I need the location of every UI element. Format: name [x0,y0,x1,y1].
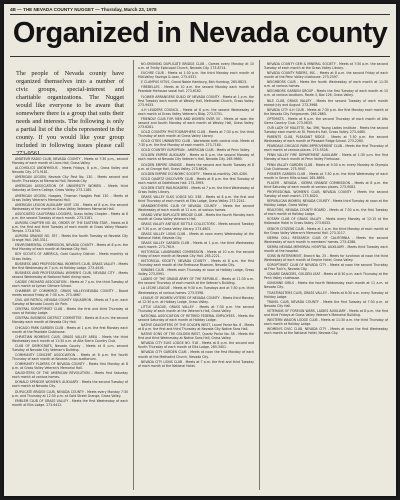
listing-entry: CHRISTIAN WOMEN'S CLUB, GRASS VALLEY AREA - Meets the third Wednesday each month at 11:30 a.m. at Alta Sierra Country Club. [12,334,128,343]
listing-entry: ALCOHOLICS ANONYMOUS - Meets Fridays, 8 p.m., Grass Valley and Nevada City. 273-9181. [12,166,128,175]
listing-entry: EMBLEM CLUB OF GRASS VALLEY - Meets the first Wednesday of each month at Elks Lodge. 273-6412. [12,398,128,407]
listing-entry: NEVADA COUNTY GEM & MINERAL SOCIETY - Meets at 7:30 p.m. the second Tuesday of each month at the Grass Valley Library. [264,62,388,71]
listing-entry: DUPLICATE BRIDGE CLUB, NEVADA COUNTY - Meets every Monday 7:30 p.m. and Thursday at 12:30 p.m. at Gold Street Grange, Grass Valley. [12,389,128,398]
folio-line: 4B — THE NEVADA COUNTY NUGGET — Thursday, March 23, 1978 [10,7,157,12]
headline-rule [10,56,390,57]
listing-entry: GOLDEN EMPIRE ECONOMIC SOCIETY - Meets bi-monthly. 265-4280. [141,171,248,176]
listing-entry: AURORA GRANGE NO. 557 - Meets the fourth Tuesday at Nevada City Grange Hall. 265-3311. [12,234,128,243]
listing-entry: TOASTMASTERS CLUB, GRASS VALLEY - Meets at 6:30 a.m. every Tuesday at Holiday Lodge. [264,290,388,299]
listing-entry: WESTERN WAGON LODGE CLUB - Meets at 11:30 a.m. the third Thursday of each month at Holiday Lodge. [264,317,388,326]
headline: Organized in Nevada county [12,17,388,49]
listing-entry: SOROPTIMIST CLUB OF NEVADA CITY - Meets at noon the second Thursday at Friar Tuck's, Nevada City. [264,263,388,272]
listing-entry: TRAVEL CLUB, NEVADA COUNTY - Meets the first Tuesday at 7:30 p.m. at Nevada City Hall. [264,299,388,308]
listing-entry: NILE CLUB, GRASS VALLEY - Meets the second Tuesday of each month except July and August. 273-3968. [264,98,388,107]
listing-entry: COMMUNITY CONCERT ASSOCIATION - Meets at 8 p.m. the fourth Thursday of each month at Nevada Union auditorium. [12,353,128,362]
listing-entry: AMERICAN ASSOCIATION OF UNIVERSITY WOMEN - Meets third Saturday at Sierra College, Grass Valley. 273-1180. [12,184,128,193]
column-rule [133,60,134,490]
listing-entry: AMERICAN LEGION, Hoagies, Tinsman Hoagies Post 130 - Meets at Grass Valley Veteran's Memorial Hall. [12,193,128,202]
listing-entry: CADDIE ORCHARD ASSOCIATION - Meets at 7 p.m. the third Tuesday of each month at Lyman Gilmore School. [12,279,128,288]
intro-paragraph: The people of Nevada county have organized themselves into a number of civic groups, special-interest and charitable organizations. The Nugget would like everyone to be aware that somewhere there is a group that suits their needs and interests. The following is only a partial list of the clubs represented in the county. If you would like your group included in following issues please call 273-9561. [16,70,124,157]
listing-entry: ENVIRONMENTAL COMMISSION, NEVADA COUNTY - Meets at 8 p.m. the first Monday of each month at Nevada City Hall. [12,243,128,252]
listing-column-2 [138,62,254,492]
listing-entry: NEVADA CITY LIONS CLUB - Meets at 7 p.m. the first and third Tuesday of each month at the National Hotel. [138,359,254,368]
listing-entry: BOY SCOUTS OF AMERICA, Gold Country District - Meets monthly at Grass Valley. [12,252,128,261]
listing-entry: PROFESSIONAL WOMEN'S CLUB, NEVADA COUNTY - Meets the second Tuesday of each month. 273-6420. [264,189,388,199]
listing-entry: NO-SMOKING DUPLICATE BRIDGE CLUB - Games every Monday at 10 a.m. at Trinity Episcopal Church, Nevada City. 273-8714. [138,62,254,71]
listing-entry: FLOWER ARRANGERS GUILD OF NEVADA COUNTY - Meets at 1 p.m. the first Tuesday each month at Wesley Hall, Methodist Church, Grass Valley. 273-9433. [138,94,254,107]
listing-column-3 [264,62,388,492]
listing-entry: NEIGHBORS GARDEN GROUP - Meets the first Tuesday of each month at 10 a.m. at various locations. Route 3, Box 126, Grass Valley. [264,89,388,98]
listing-entry: CHAMBER OF COMMERCE, GRASS VALLEY-NEVADA COUNTY - Board meets second Friday at 7:30 a.m. 273-4667. [12,289,128,298]
listing-entry: PENN VALLEY GARDEN CLUB - Meets at 9:30 a.m. every Monday at Olympia Club Clubhouse. 273-9047. [264,162,388,171]
listing-entry: LA LECHE LEAGUE - Meets at 9:30 a.m. Tuesdays and at 7:30 p.m. third Wednesdays at various homes. 273-5398. [138,286,254,295]
listing-entry: CIVIL AIR PATROL, NEVADA COUNTY SQUADRON - Meets at 7 p.m. each Tuesday at Nevada County Air Park. [12,298,128,307]
listing-entry: GOLDEN EMPIRE GRANGE - Meets the second and fourth Tuesday at 8 p.m. at Grange Hall, Grass Valley. 273-6626. [138,162,254,171]
listing-entry: REPUBLICAN WOMEN, NEVADA COUNTY - Meets third Tuesday at noon at the Holiday Lodge, Grass Valley. [264,199,388,208]
listing-entry: NATIONAL ASSOCIATION OF RETIRED FEDERAL EMPLOYEES - Meets the second Saturday of each month at Holiday Lodge. [138,313,254,322]
listing-entry: GOLD COUNTRY EUROPEAN - AMERICAN CLUB - Meets at Penn Valley. [141,148,250,153]
listing-entry: GOLD QUARTZ DISCOVERY CLUB - Meets at 8 p.m. the first Tuesday of each month at Oddfellows Hall. 273-3993. [138,176,254,185]
listing-entry: KIWANIS CLUB - Meets each Thursday at noon at Holiday Lodge, Grass Valley. 273-0991. [138,268,254,277]
listing-entry: GRASS VALLEY GARDEN CLUB - Meets at 1 p.m. the third Wednesday each month. 273-7619. [138,240,254,249]
listing-entry: CENTRAL BUSINESS DISTRICT COMMITTEE - Meets at 8 a.m. the second Monday each month at Nevada City Hall. [12,316,128,325]
listing-entry: COMMUNITY PLAYERS OF NEVADA COUNTY - Meets first Monday at 8 p.m. at Grass Valley Veteran's Memorial Hall. [12,362,128,371]
listing-entry: PIONEER GARDEN CLUB - Meets at 7:30 p.m. the third Wednesday of each month in Seven Hills school. 265-6695. [264,171,388,180]
listing-entry: ASSOCIATED CALIFORNIA LOGGERS, Grass Valley Chapter - Meets at 8 p.m. the second Tuesday of each month. 273-3161. [12,211,128,220]
listing-entry: PEARDALE-CHICAGO PARK IMPROVEMENT CLUB - Meets the first Thursday of each month at various places. 273-5528. [264,144,388,153]
listing-entry: AURORA CHAPTER NO. 80, ORDER OF THE EASTERN STAR - Meets at 8 p.m. the first and third Tuesday of each month at Grass Valley Masonic Temple. 273-8745. [12,220,128,234]
listing-entry: SONS IN RETIREMENT, Branch No. 25 - Meets for luncheon at noon the third Wednesday of each month at Empire Hotel, Grass Valley. [264,253,388,262]
listing-entry: FRIENDLY CLUB FOR MEN AND WOMEN OVER 50 - Meets at noon the second and fourth Monday of each month at Wesley Hall, Grass Valley. 273-6281. [138,116,254,129]
listing-entry: NEVADA CITY GARDEN CLUB - Meets at noon the first Monday of each month at the Methodist Church, Nevada City. [138,350,254,359]
listing-entry: CHICAGO PARK GARDEN CLUB - Meets at 1 p.m. the first Monday each month at the Peardale Clubhouse. [12,325,128,334]
folio-rule [10,14,390,15]
listing-column-1 [12,157,128,490]
listing-entry: PARENTS CLUB, PLEASANT RIDGE - Meets at 7:30 p.m. the second Wednesday of each month at Pleasant Ridge School. 273-2260. [264,135,388,144]
newspaper-page [4,4,396,496]
listing-entry: NEIGHBORS CLUB - Meets the fourth Wednesday of each month at 11:30 a.m. at various homes. [264,80,388,89]
listing-entry: NEVADA CITY ELKS LODGE NO. 518 - Meets at 8 p.m. the second and fourth Thursday of each month at Elks Lodge. 265-3401. [138,341,254,350]
listing-entry: GRASS VALLEY ANTIQUE BOTTLE COLLECTORS - Meets second Tuesday at 7:30 p.m. at Grass Valley Library. 273-4802. [138,222,254,231]
listing-entry: NATIVE DAUGHTERS OF THE GOLDEN WEST, Laurel Parlor No. 6 - Meets at 8 p.m. the first and third Thursday at Nevada City Native Sons Hall. [138,323,254,332]
listing-entry: LADIES OF THE GRAND ARMY OF THE REPUBLIC - Meets at 11:30 a.m. the second Thursday of each month at the Veteran's Building. [138,277,254,286]
listing-entry: WOMEN'S CIVIC CLUB, NEVADA CITY - Meets at noon the first Wednesday each month at the National Hotel, Nevada City. [264,327,388,336]
listing-entry: GOLD COUNTRY PHOTOGRAPHERS CLUB - Meets at 7:30 p.m. the third Thursday of each month at Grass Valley Library. [138,130,254,139]
listing-entry: LEAGUE OF WOMEN VOTERS OF NEVADA COUNTY - Meets third Monday at 12:30 p.m. at Holiday Lodge, Grass Valley. [138,295,254,304]
listing-entry: GRAND VIEW DUPLICATE BRIDGE CLUB - Meets the fourth Monday each month at Grass Valley Veteran's Hall. [138,213,254,222]
intro-rule [12,154,130,155]
listing-entry: GRASS VALLEY ELKS LODGE NO. 538 - Meets at 8 p.m. the first and third Thursday of each month at Elks Lodge, Grass Valley. 273-2241. [138,195,254,204]
listing-entry: SIERRA NEVADA MEMORIAL HOSPITAL AUXILIARY - Meets third Tuesday each month at the hospital. [264,244,388,253]
listing-entry: EUCHRE CLUB - Meets at 1:30 p.m. the third Monday each month at Mid-Valley Savings & Loan, 273-4331. [138,71,254,80]
listing-entry: SQUARE DANCERS, GOLDEN LEAF - Meets at 8:30 p.m. each Thursday at the Penn Valley clubhouse. [264,272,388,281]
listing-entry: CENTRAL SOROPTIMIST CLUB - Meets the first and third Thursday at noon at Holiday Lodge. [12,307,128,316]
listing-entry: AMERICAN LEGION AUXILIARY UNIT 130 - Meets at 8 p.m. the second Wednesday of the month at Grass Valley Veterans Memorial Hall. [12,202,128,211]
listing-entry: HISTORICAL SOCIETY, NEVADA COUNTY - Meets at 8 p.m. the first Thursday each month at the Firehouse Museum, Nevada City. [138,259,254,268]
listing-entry: GOLDEN STATE RAILROADERS - Meets at 7 p.m. the third Wednesday at Grass Valley Library. [138,185,254,194]
listing-entry: SENIOR CITIZENS CLUB - Meets at 1 p.m. the third Monday of each month at the Grass Valley Veteran's Memorial Hall. 273-3117. [264,226,388,235]
listing-entry: DONALD SPENCER WOMEN'S AUXILIARY - Meets the second Tuesday of each month at Nevada City. [12,380,128,389]
listing-entry: PLACER - NEVADA - SIERRA GRANGE COMMISSION - Meets at 8 p.m. the third Saturday of each month at various places. 273-9083. [264,180,388,189]
listing-entry: LITTLE LEAGUE, GRASS VALLEY - Meets at 7:30 p.m. the second Thursday of each month at the Veteran's Hall, Grass Valley. [138,304,254,313]
listing-entry: GOLDEN EMPIRE AUXILIARY - Meets at 8 p.m. the second Monday of each month at Nevada City Veteran's Hall, Nevada City. 265-9660. [138,153,254,162]
listing-entry: FIREBELLES - Meets at 10 a.m. the second Monday each month at Peardale firehouse social hall. 273-6182. [138,85,254,94]
listing-entry: GRANDMOTHERS CLUB OF NEVADA COUNTY - Meets the second Wednesday of each month at 11 a.m. at various homes. [138,204,254,213]
listing-entry: SUNSHINE GIRLS - Meets the fourth Wednesday each month at 11 a.m. at Nevada City. [264,281,388,290]
listing-entry: NEVADA CITY 4-H CLUB - Meets at 7:30 p.m. the first Monday each month at the Nevada City Fairgrounds. 265-2883. [264,107,388,116]
listing-entry: GOLD CITIES UNWANTED CLUB - Worldwide birth control club. Meets at 7:30 p.m. the first Monday of each month. 273-7180. [138,139,254,148]
listing-entry: OUR LADY OF MALETTE, No. 396, Young Ladies Institute - Meets the second Tuesday each month at St. Patrick's Hall, Grass Valley. 273-4460. [264,125,388,135]
listing-entry: VETERANS OF FOREIGN WARS, LADIES AUXILIARY - Meets at 8 p.m. the first and third Fridays at Grass Valley Veteran's Memorial Building. [264,308,388,317]
listing-entry: SIERRA DOLL RESEARCH CLUB OF CALIFORNIA - Meets the second Wednesday of each month in members' homes. 273-4288. [264,235,388,244]
listing-entry: E CLAMPUS VITUS, Grand Noble Hamburg, Bah Humbug, 265-8823. [141,80,248,85]
listing-entry: NEVADA COUNTY RIDERS, INC. - Meets at 8 p.m. the second Friday of each month at the Penn Valley clubhouse. 273-2397. [264,71,388,80]
listing-entry: BUSINESS AND PROFESSIONAL WOMEN'S CLUB, GRASS VALLEY - Meets the first Wednesday at 7 p.m. at Holiday Lodge. 273-4416. [12,261,128,270]
listing-entry: DAUGHTERS OF THE AMERICAN REVOLUTION - Meets first Saturday each month at various homes. [12,371,128,380]
listing-entry: NATIVE SONS OF THE GOLDEN WEST, Quartz Parlor No. 58 - Meets the first and third Wednesday at Native Sons Hall, Grass Valley. [138,332,254,341]
listing-entry: BUSINESS AND PROFESSIONAL WOMEN'S CLUB, NEVADA CITY - Meets second Wednesday at National Hotel dining room. [12,270,128,279]
column-rule [259,60,260,490]
listing-entry: AMATEUR RADIO CLUB, NEVADA COUNTY - Meets at 7:30 p.m., second Monday of each month at Lions Hall, Grass Valley. [12,157,128,166]
listing-entry: PENN VALLEY FIRE DEPARTMENT AUXILIARY - Meets at 1:30 p.m. the first Monday of each month at Penn Valley Firehouse. [264,153,388,162]
listing-entry: GRASS VALLEY LIONS CLUB - Meets at noon every Wednesday at the National Hotel, Nevada City. [138,231,254,240]
listing-entry: CLUB OF DEMOCRATS, Nevada County - Meets at 8 p.m. second Tuesday at Nevada City Veteran's Building. [12,343,128,352]
listing-entry: ROTARY CLUB OF GRASS VALLEY - Meets every Monday at 12:15 at the Holbrooke Hotel in Grass Valley. 273-6433. [264,217,388,226]
listing-entry: 4-H LEADERS COUNCIL - Meets at 8 p.m. the second Wednesday of each month at Grass Valley Veteran's Bldg. 273-5751. [138,107,254,116]
listing-entry: AMERICAN LEGION, Nevada City Post No. 130 - Meets second and fourth Thursdays at Memorial Hall, Nevada City. [12,175,128,184]
listing-entry: REALTORS, NEVADA COUNTY BOARD - Meets at 7:30 a.m. the first Tuesday of each month at Holiday Lodge. [264,208,388,217]
listing-entry: HISTORICAL LANDMARKS COMMISSION - Meets at 10 a.m. the second Friday of each month at Nevada City Hall. 265-2221. [138,249,254,258]
listing-entry: OPTIMISTS - Meets at 6 p.m. the second Thursday of each month at Alta Sierra Country Club. 273-0633. [264,116,388,125]
